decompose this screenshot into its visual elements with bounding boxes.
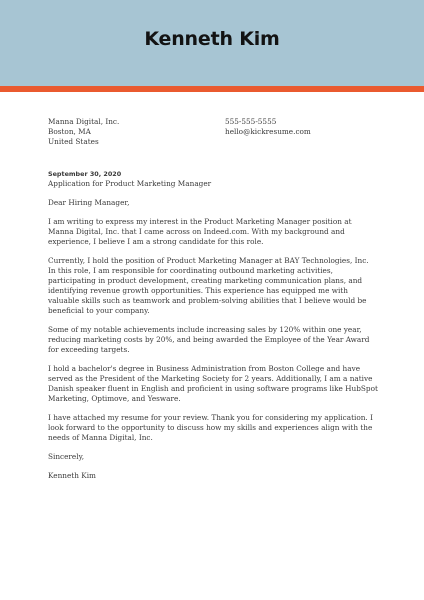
letter-signature: Kenneth Kim bbox=[48, 471, 96, 480]
recipient-address bbox=[48, 117, 119, 147]
letter-paragraph: Currently, I hold the position of Product Marketing Manager at BAY Technologies, Inc. In this role, I am responsible for coordinating outbound marketing activities, participating in product development, creating marketing communication plans, and identifying revenue growth opportunities. This experience has equipped me with valuable skills such as teamwork and problem-solving abilities that I believe would be beneficial to your company. bbox=[48, 256, 369, 315]
letter-paragraph: I have attached my resume for your review. Thank you for considering my application. I look forward to the opportunity to discuss how my skills and experiences align with the needs of Manna Digital, Inc. bbox=[48, 413, 373, 442]
recipient-company: Manna Digital, Inc. bbox=[48, 117, 120, 126]
letter-closing: Sincerely, bbox=[48, 452, 85, 461]
recipient-city: Boston, MA bbox=[48, 127, 91, 136]
letter-body bbox=[48, 169, 378, 481]
letter-paragraph: I am writing to express my interest in the Product Marketing Manager position at Manna Digital, Inc. that I came across on Indeed.com. With my background and experience, I believe I am a strong candidate for this role. bbox=[48, 217, 352, 246]
applicant-name: Kenneth Kim bbox=[144, 28, 280, 50]
header-banner bbox=[0, 0, 424, 86]
accent-divider bbox=[0, 86, 424, 92]
sender-phone: 555-555-5555 bbox=[225, 117, 277, 126]
letter-date: September 30, 2020 bbox=[48, 170, 122, 178]
letter-subject: Application for Product Marketing Manager bbox=[48, 179, 212, 188]
sender-email: hello@kickresume.com bbox=[225, 127, 311, 136]
sender-contact bbox=[225, 117, 311, 137]
letter-greeting: Dear Hiring Manager, bbox=[48, 198, 130, 207]
letter-paragraph: Some of my notable achievements include increasing sales by 120% within one year, reducing marketing costs by 20%, and being awarded the Employee of the Year Award for exceeding targets. bbox=[48, 325, 370, 354]
recipient-country: United States bbox=[48, 137, 99, 146]
letter-paragraph: I hold a bachelor's degree in Business Administration from Boston College and have served as the President of the Marketing Society for 2 years. Additionally, I am a native Danish speaker fluent in English and proficient in using software programs like HubSpot Marketing, Optimove, and Yesware. bbox=[48, 364, 378, 403]
